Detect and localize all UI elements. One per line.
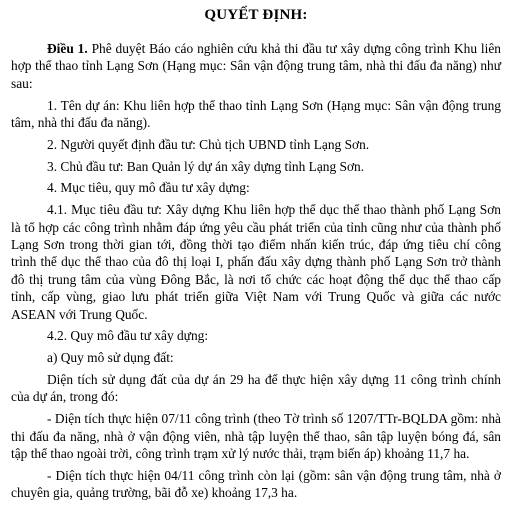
paragraph-land-use-scale: a) Quy mô sử dụng đất:	[47, 350, 174, 366]
paragraph-land-area: Diện tích sử dụng đất của dự án 29 ha để thực hiện xây dựng 11 công trình chính của dự án, trong đó:	[11, 372, 501, 405]
article-1-text: Phê duyệt Báo cáo nghiên cứu khả thi đầu tư xây dựng công trình Khu liên hợp thể thao tỉnh Lạng Sơn (Hạng mục: Sân vận động trung tâm, nhà thi đấu đa năng) như sau:	[11, 41, 501, 91]
paragraph-area-four-works: - Diện tích thực hiện 04/11 công trình còn lại (gồm: sân vận động trung tâm, nhà ở chuyên gia, quảng trường, bãi đỗ xe) khoảng 17,3 ha.	[11, 467, 501, 501]
article-1-label: Điều 1.	[47, 41, 88, 56]
paragraph-project-name: 1. Tên dự án: Khu liên hợp thể thao tỉnh Lạng Sơn (Hạng mục: Sân vận động trung tâm, nhà thi đấu đa năng).	[11, 97, 501, 131]
paragraph-construction-scale: 4.2. Quy mô đầu tư xây dựng:	[47, 328, 209, 344]
article-1-paragraph	[0, 40, 512, 92]
paragraph-investment-decider: 2. Người quyết định đầu tư: Chủ tịch UBND tỉnh Lạng Sơn.	[47, 136, 370, 152]
document-body	[0, 40, 512, 506]
paragraph-objectives-scale: 4. Mục tiêu, quy mô đầu tư xây dựng:	[47, 180, 250, 196]
paragraph-investment-objective: 4.1. Mục tiêu đầu tư: Xây dựng Khu liên hợp thể dục thể thao thành phố Lạng Sơn là tổ hợp các công trình nhằm đáp ứng yêu cầu phát triển của tỉnh cũng như của thành phố Lạng Sơn trong thời gian tới, đồng thời tạo điểm nhấn kiến trúc, đáp ứng tiêu chí công trình thể dục thể thao của đô thị loại I, phấn đấu xây dựng thành phố Lạng Sơn trở thành đô thị trung tâm của vùng Đông Bắc, là nơi tổ chức các hoạt động thể dục thể thao cấp tỉnh, cấp vùng, giao lưu phát triển giữa Việt Nam với Trung Quốc và giữa các nước ASEAN với Trung Quốc.	[11, 202, 501, 322]
paragraph-area-seven-works: - Diện tích thực hiện 07/11 công trình (theo Tờ trình số 1207/TTr-BQLDA gồm: nhà thi đấu đa năng, nhà ở vận động viên, nhà tập luyện thể thao, sân tập luyện bóng đá, sân tập thể thao ngoài trời, công trình trạm xử lý nước thải, trạm biến áp) khoảng 11,7 ha.	[11, 411, 501, 462]
document-heading: QUYẾT ĐỊNH:	[204, 7, 308, 23]
paragraph-investor: 3. Chủ đầu tư: Ban Quản lý dự án xây dựng tỉnh Lạng Sơn.	[47, 158, 365, 174]
